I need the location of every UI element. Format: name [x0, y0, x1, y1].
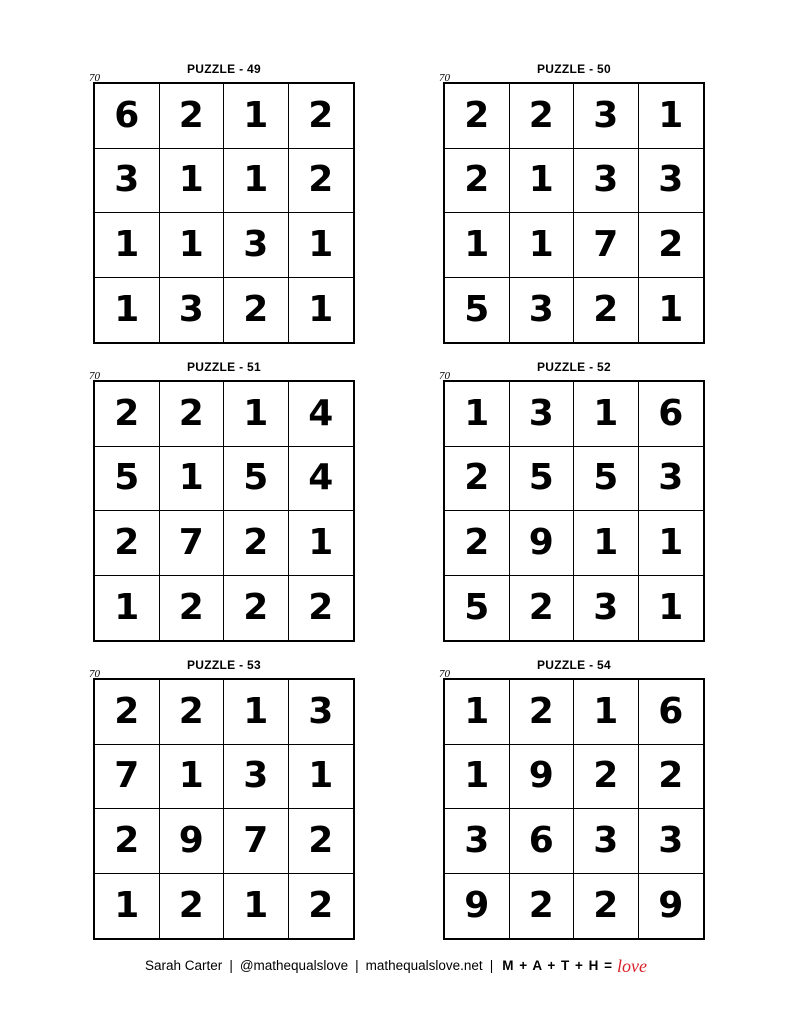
grid-cell: 9	[510, 511, 575, 576]
grid-cell: 2	[160, 576, 225, 641]
grid-cell: 2	[445, 447, 510, 512]
grid-cell: 3	[289, 680, 354, 745]
grid-cell: 2	[445, 149, 510, 214]
grid-cell: 6	[510, 809, 575, 874]
puzzle-grid	[443, 678, 705, 940]
grid-cell: 2	[445, 84, 510, 149]
grid-cell: 1	[445, 680, 510, 745]
grid-cell: 1	[95, 278, 160, 343]
grid-cell: 1	[308, 288, 334, 330]
grid-cell: 3	[445, 809, 510, 874]
grid-cell: 2	[95, 511, 160, 576]
puzzle-title: PUZZLE - 50	[537, 62, 611, 76]
grid-cell: 1	[95, 213, 160, 278]
grid-cell: 3	[574, 809, 639, 874]
grid-cell: 1	[639, 511, 704, 576]
grid-cell: 1	[639, 84, 704, 149]
footer-separator: |	[489, 957, 494, 973]
grid-cell: 1	[445, 213, 510, 278]
grid-cell: 2	[289, 84, 354, 149]
footer-separator: |	[229, 957, 233, 973]
grid-cell: 1	[224, 874, 289, 939]
grid-cell: 1	[445, 745, 510, 810]
grid-cell: 3	[574, 576, 639, 641]
puzzle-title: PUZZLE - 53	[187, 658, 261, 672]
grid-cell: 4	[289, 382, 354, 447]
love-script-logo: love	[616, 955, 647, 976]
grid-cell: 1	[224, 382, 289, 447]
social-handle: @mathequalslove	[239, 957, 349, 973]
grid-cell: 1	[224, 680, 289, 745]
grid-cell: 2	[160, 874, 225, 939]
puzzle-53	[89, 658, 355, 939]
grid-cell: 1	[445, 382, 510, 447]
grid-cell: 2	[445, 511, 510, 576]
grid-cell: 2	[308, 884, 334, 926]
puzzle-title: PUZZLE - 49	[187, 62, 261, 76]
grid-cell: 1	[160, 213, 225, 278]
grid-cell: 2	[160, 84, 225, 149]
grid-cell: 1	[574, 680, 639, 745]
puzzle-grid	[93, 380, 355, 642]
grid-cell: 5	[574, 447, 639, 512]
puzzle-title: PUZZLE - 52	[537, 360, 611, 374]
grid-cell: 3	[639, 809, 704, 874]
grid-cell: 3	[224, 213, 289, 278]
puzzle-51	[89, 360, 355, 641]
grid-cell: 2	[510, 84, 575, 149]
target-number: 70	[439, 72, 450, 84]
grid-cell: 1	[289, 745, 354, 810]
grid-cell: 5	[510, 447, 575, 512]
grid-cell: 9	[658, 884, 684, 926]
author-name: Sarah Carter	[145, 957, 223, 973]
grid-cell: 2	[510, 576, 575, 641]
puzzle-50	[439, 62, 705, 343]
grid-cell: 2	[510, 874, 575, 939]
puzzle-title: PUZZLE - 54	[537, 658, 611, 672]
grid-cell: 3	[639, 447, 704, 512]
puzzle-49	[89, 62, 355, 343]
puzzle-52	[439, 360, 705, 641]
grid-cell: 1	[658, 288, 684, 330]
grid-cell: 1	[160, 149, 225, 214]
grid-cell: 1	[658, 586, 684, 628]
grid-cell: 2	[160, 382, 225, 447]
grid-cell: 2	[574, 745, 639, 810]
grid-cell: 3	[639, 149, 704, 214]
grid-cell: 1	[574, 511, 639, 576]
grid-cell: 7	[95, 745, 160, 810]
puzzle-grid	[443, 380, 705, 642]
grid-cell: 2	[224, 278, 289, 343]
grid-cell: 6	[639, 680, 704, 745]
grid-cell: 2	[95, 382, 160, 447]
grid-cell: 1	[510, 213, 575, 278]
puzzle-grid	[443, 82, 705, 344]
grid-cell: 5	[445, 576, 510, 641]
grid-cell: 2	[289, 149, 354, 214]
grid-cell: 9	[510, 745, 575, 810]
grid-cell: 6	[95, 84, 160, 149]
grid-cell: 1	[224, 149, 289, 214]
grid-cell: 2	[95, 809, 160, 874]
grid-cell: 3	[95, 149, 160, 214]
grid-cell: 3	[224, 745, 289, 810]
grid-cell: 1	[574, 382, 639, 447]
grid-cell: 9	[160, 809, 225, 874]
grid-cell: 3	[510, 278, 575, 343]
grid-cell: 3	[574, 84, 639, 149]
puzzle-grid	[93, 82, 355, 344]
grid-cell: 7	[224, 809, 289, 874]
grid-cell: 2	[160, 680, 225, 745]
target-number: 70	[89, 370, 100, 382]
grid-cell: 5	[95, 447, 160, 512]
grid-cell: 9	[445, 874, 510, 939]
grid-cell: 1	[95, 874, 160, 939]
grid-cell: 1	[510, 149, 575, 214]
grid-cell: 3	[510, 382, 575, 447]
grid-cell: 1	[224, 84, 289, 149]
website-text: mathequalslove.net	[365, 957, 483, 973]
page-footer	[0, 955, 792, 975]
grid-cell: 3	[160, 278, 225, 343]
grid-cell: 2	[639, 213, 704, 278]
grid-cell: 3	[574, 149, 639, 214]
grid-cell: 7	[160, 511, 225, 576]
grid-cell: 2	[308, 586, 334, 628]
target-number: 70	[89, 72, 100, 84]
grid-cell: 5	[224, 447, 289, 512]
grid-cell: 4	[289, 447, 354, 512]
puzzle-title: PUZZLE - 51	[187, 360, 261, 374]
footer-separator: |	[355, 957, 359, 973]
grid-cell: 6	[639, 382, 704, 447]
target-number: 70	[439, 370, 450, 382]
grid-cell: 2	[224, 511, 289, 576]
grid-cell: 2	[95, 680, 160, 745]
grid-cell: 1	[95, 576, 160, 641]
grid-cell: 1	[289, 213, 354, 278]
grid-cell: 2	[574, 278, 639, 343]
grid-cell: 2	[639, 745, 704, 810]
grid-cell: 5	[445, 278, 510, 343]
grid-cell: 1	[160, 447, 225, 512]
grid-cell: 1	[160, 745, 225, 810]
grid-cell: 2	[224, 576, 289, 641]
grid-cell: 2	[574, 874, 639, 939]
target-number: 70	[89, 668, 100, 680]
math-equals-logo: M + A + T + H =	[502, 957, 613, 973]
grid-cell: 2	[510, 680, 575, 745]
puzzle-54	[439, 658, 705, 939]
grid-cell: 2	[289, 809, 354, 874]
grid-cell: 7	[574, 213, 639, 278]
target-number: 70	[439, 668, 450, 680]
puzzle-grid	[93, 678, 355, 940]
grid-cell: 1	[289, 511, 354, 576]
